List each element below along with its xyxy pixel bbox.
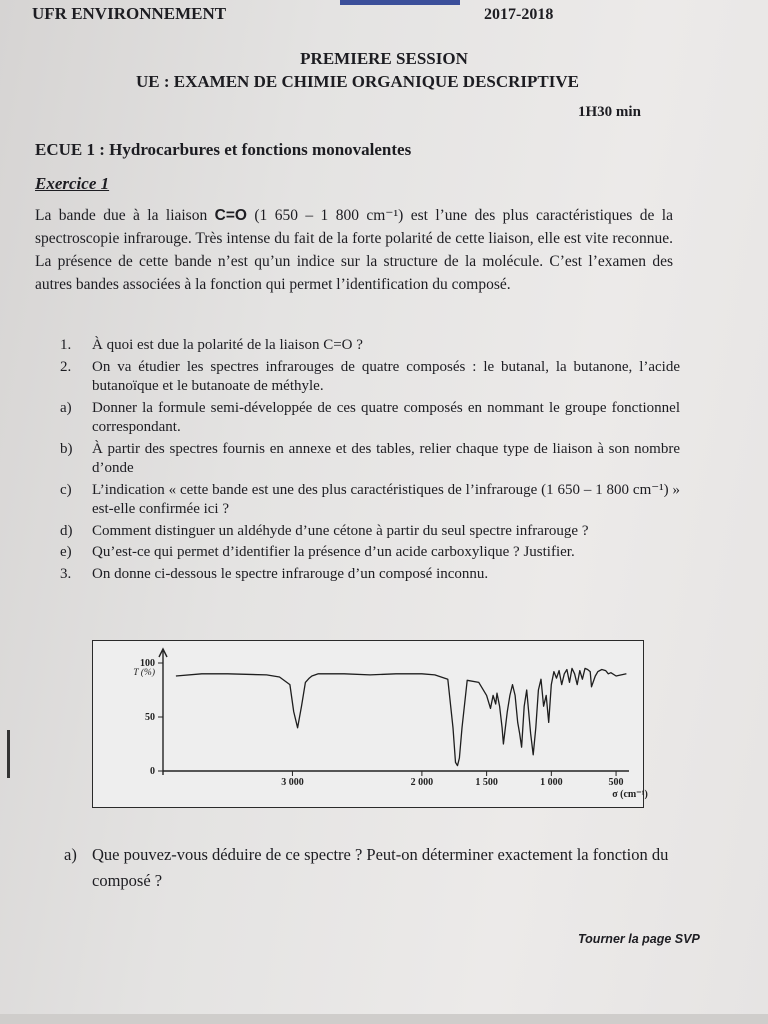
question-text: Donner la formule semi-développée de ces quatre composés en nommant le groupe fonctionnel correspondant. (92, 399, 680, 435)
y-tick-label: 50 (145, 712, 155, 723)
intro-bond: C=O (214, 207, 247, 224)
question-a-block (64, 842, 724, 894)
blue-tab-strip (340, 0, 460, 5)
question-item (60, 481, 680, 520)
turn-page-note: Tourner la page SVP (578, 932, 700, 946)
question-number: b) (60, 440, 73, 457)
question-text: Qu’est-ce qui permet d’identifier la présence d’un acide carboxylique ? Justifier. (92, 544, 575, 560)
x-tick-label: 1 500 (475, 777, 498, 788)
question-number: 1. (60, 337, 72, 353)
spectrum-line (176, 668, 627, 765)
binder-mark (7, 730, 10, 778)
ir-spectrum-figure (92, 640, 648, 808)
x-tick-label: 2 000 (410, 777, 434, 788)
exam-duration: 1H30 min (578, 104, 641, 120)
question-number: a) (64, 845, 77, 864)
x-tick-label: 3 000 (281, 777, 304, 788)
question-item (60, 565, 680, 585)
question-text: Comment distinguer un aldéhyde d’une cétone à partir du seul spectre infrarouge ? (92, 522, 589, 539)
question-text: L’indication « cette bande est une des plus caractéristiques de l’infrarouge (1 650 – 1 800 cm⁻¹) » est-elle confirmée ici ? (92, 481, 680, 517)
y-tick-label: 0 (150, 766, 155, 777)
y-axis-label: T (%) (133, 668, 155, 678)
question-text: On va étudier les spectres infrarouges de quatre composés : le butanal, la butanone, l’acide butanoïque et le butanoate de méthyle. (92, 358, 680, 394)
question-number: a) (60, 399, 72, 416)
academic-year: 2017-2018 (484, 6, 554, 23)
question-number: e) (60, 544, 72, 560)
question-number: c) (60, 481, 72, 498)
question-text: À quoi est due la polarité de la liaison C=O ? (92, 337, 363, 353)
x-tick-label: 1 000 (540, 777, 563, 788)
question-item (60, 522, 680, 542)
question-number: 2. (60, 358, 72, 375)
intro-paragraph (35, 204, 673, 296)
intro-part2: (1 650 – 1 800 cm⁻¹) est l’une des plus caractéristiques de la spectroscopie infrarouge. Très intense du fait de la forte polarité de cette liaison, elle est vite reconnue. La présence de cette bande n’est qu’un indice sur la structure de la molécule. C’est l’examen des autres bandes associées à la fonction qui permet l’identification du composé. (35, 207, 673, 293)
exercise-title: Exercice 1 (35, 174, 110, 193)
question-item (60, 440, 680, 479)
question-item (60, 399, 680, 438)
question-item (60, 358, 680, 397)
x-tick-label: 500 (608, 777, 624, 788)
question-number: d) (60, 522, 73, 539)
x-axis-label: σ (cm⁻¹) (612, 789, 648, 800)
intro-part1: La bande due à la liaison (35, 207, 215, 224)
question-item (60, 336, 680, 356)
question-item (60, 543, 680, 563)
session-title: PREMIERE SESSION (300, 49, 468, 68)
question-list (60, 336, 680, 586)
question-a-text: Que pouvez-vous déduire de ce spectre ? Peut-on déterminer exactement la fonction du composé ? (92, 845, 669, 890)
ir-spectrum-chart (93, 641, 648, 807)
scan-bottom-edge (0, 1014, 768, 1024)
institution-label: UFR ENVIRONNEMENT (32, 4, 227, 23)
ecue-title: ECUE 1 : Hydrocarbures et fonctions monovalentes (35, 140, 412, 159)
exam-title: UE : EXAMEN DE CHIMIE ORGANIQUE DESCRIPTIVE (136, 72, 579, 91)
question-number: 3. (60, 565, 72, 582)
y-tick-label: 100 (140, 658, 155, 669)
question-text: À partir des spectres fournis en annexe et des tables, relier chaque type de liaison à son nombre d’onde (92, 440, 680, 476)
question-text: On donne ci-dessous le spectre infrarouge d’un composé inconnu. (92, 565, 489, 582)
